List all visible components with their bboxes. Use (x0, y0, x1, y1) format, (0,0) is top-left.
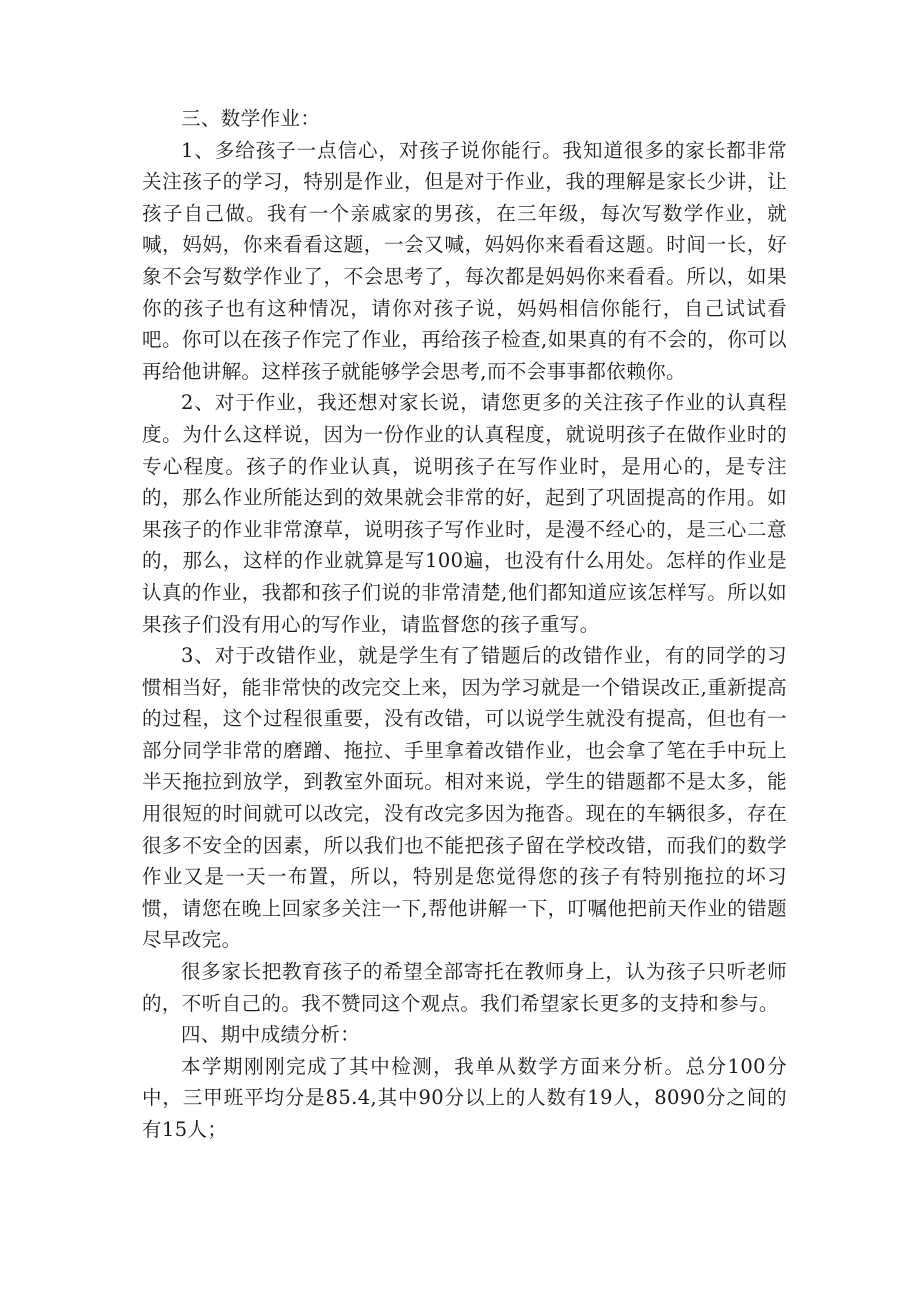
paragraph-midterm-results: 本学期刚刚完成了其中检测，我单从数学方面来分析。总分100分中，三甲班平均分是85.4,其中90分以上的人数有19人，8090分之间的有15人； (142, 1054, 787, 1141)
section-heading-math-homework: 三、数学作业： (181, 107, 321, 130)
paragraph-homework-care: 2、对于作业，我还想对家长说，请您更多的关注孩子作业的认真程度。为什么这样说，因为一份作业的认真程度，就说明孩子在做作业时的专心程度。孩子的作业认真，说明孩子在写作业时，是用心的，是专注的，那么作业所能达到的效果就会非常的好，起到了巩固提高的作用。如果孩子的作业非常潦草，说明孩子写作业时，是漫不经心的，是三心二意的，那么，这样的作业就算是写100遍，也没有什么用处。怎样的作业是认真的作业，我都和孩子们说的非常清楚,他们都知道应该怎样写。所以如果孩子们没有用心的写作业，请监督您的孩子重写。 (142, 391, 787, 636)
paragraph-confidence: 1、多给孩子一点信心，对孩子说你能行。我知道很多的家长都非常关注孩子的学习，特别是作业，但是对于作业，我的理解是家长少讲，让孩子自己做。我有一个亲戚家的男孩，在三年级，每次写数学作业，就喊，妈妈，你来看看这题，一会又喊，妈妈你来看看这题。时间一长，好象不会写数学作业了，不会思考了，每次都是妈妈你来看看。所以，如果你的孩子也有这种情况，请你对孩子说，妈妈相信你能行，自己试试看吧。你可以在孩子作完了作业，再给孩子检查,如果真的有不会的，你可以再给他讲解。这样孩子就能够学会思考,而不会事事都依赖你。 (142, 138, 787, 383)
paragraph-parent-participation: 很多家长把教育孩子的希望全部寄托在教师身上，认为孩子只听老师的，不听自己的。我不赞同这个观点。我们希望家长更多的支持和参与。 (142, 960, 787, 1015)
section-heading-midterm-analysis: 四、期中成绩分析： (181, 1023, 361, 1047)
paragraph-corrections: 3、对于改错作业，就是学生有了错题后的改错作业，有的同学的习惯相当好，能非常快的改完交上来，因为学习就是一个错误改正,重新提高的过程，这个过程很重要，没有改错，可以说学生就没有提高，但也有一部分同学非常的磨蹭、拖拉、手里拿着改错作业，也会拿了笔在手中玩上半天拖拉到放学，到教室外面玩。相对来说，学生的错题都不是太多，能用很短的时间就可以改完，没有改完多因为拖沓。现在的车辆很多，存在很多不安全的因素，所以我们也不能把孩子留在学校改错，而我们的数学作业又是一天一布置，所以，特别是您觉得您的孩子有特别拖拉的坏习惯，请您在晚上回家多关注一下,帮他讲解一下，叮嘱他把前天作业的错题尽早改完。 (142, 644, 787, 952)
document-body (142, 103, 787, 1146)
